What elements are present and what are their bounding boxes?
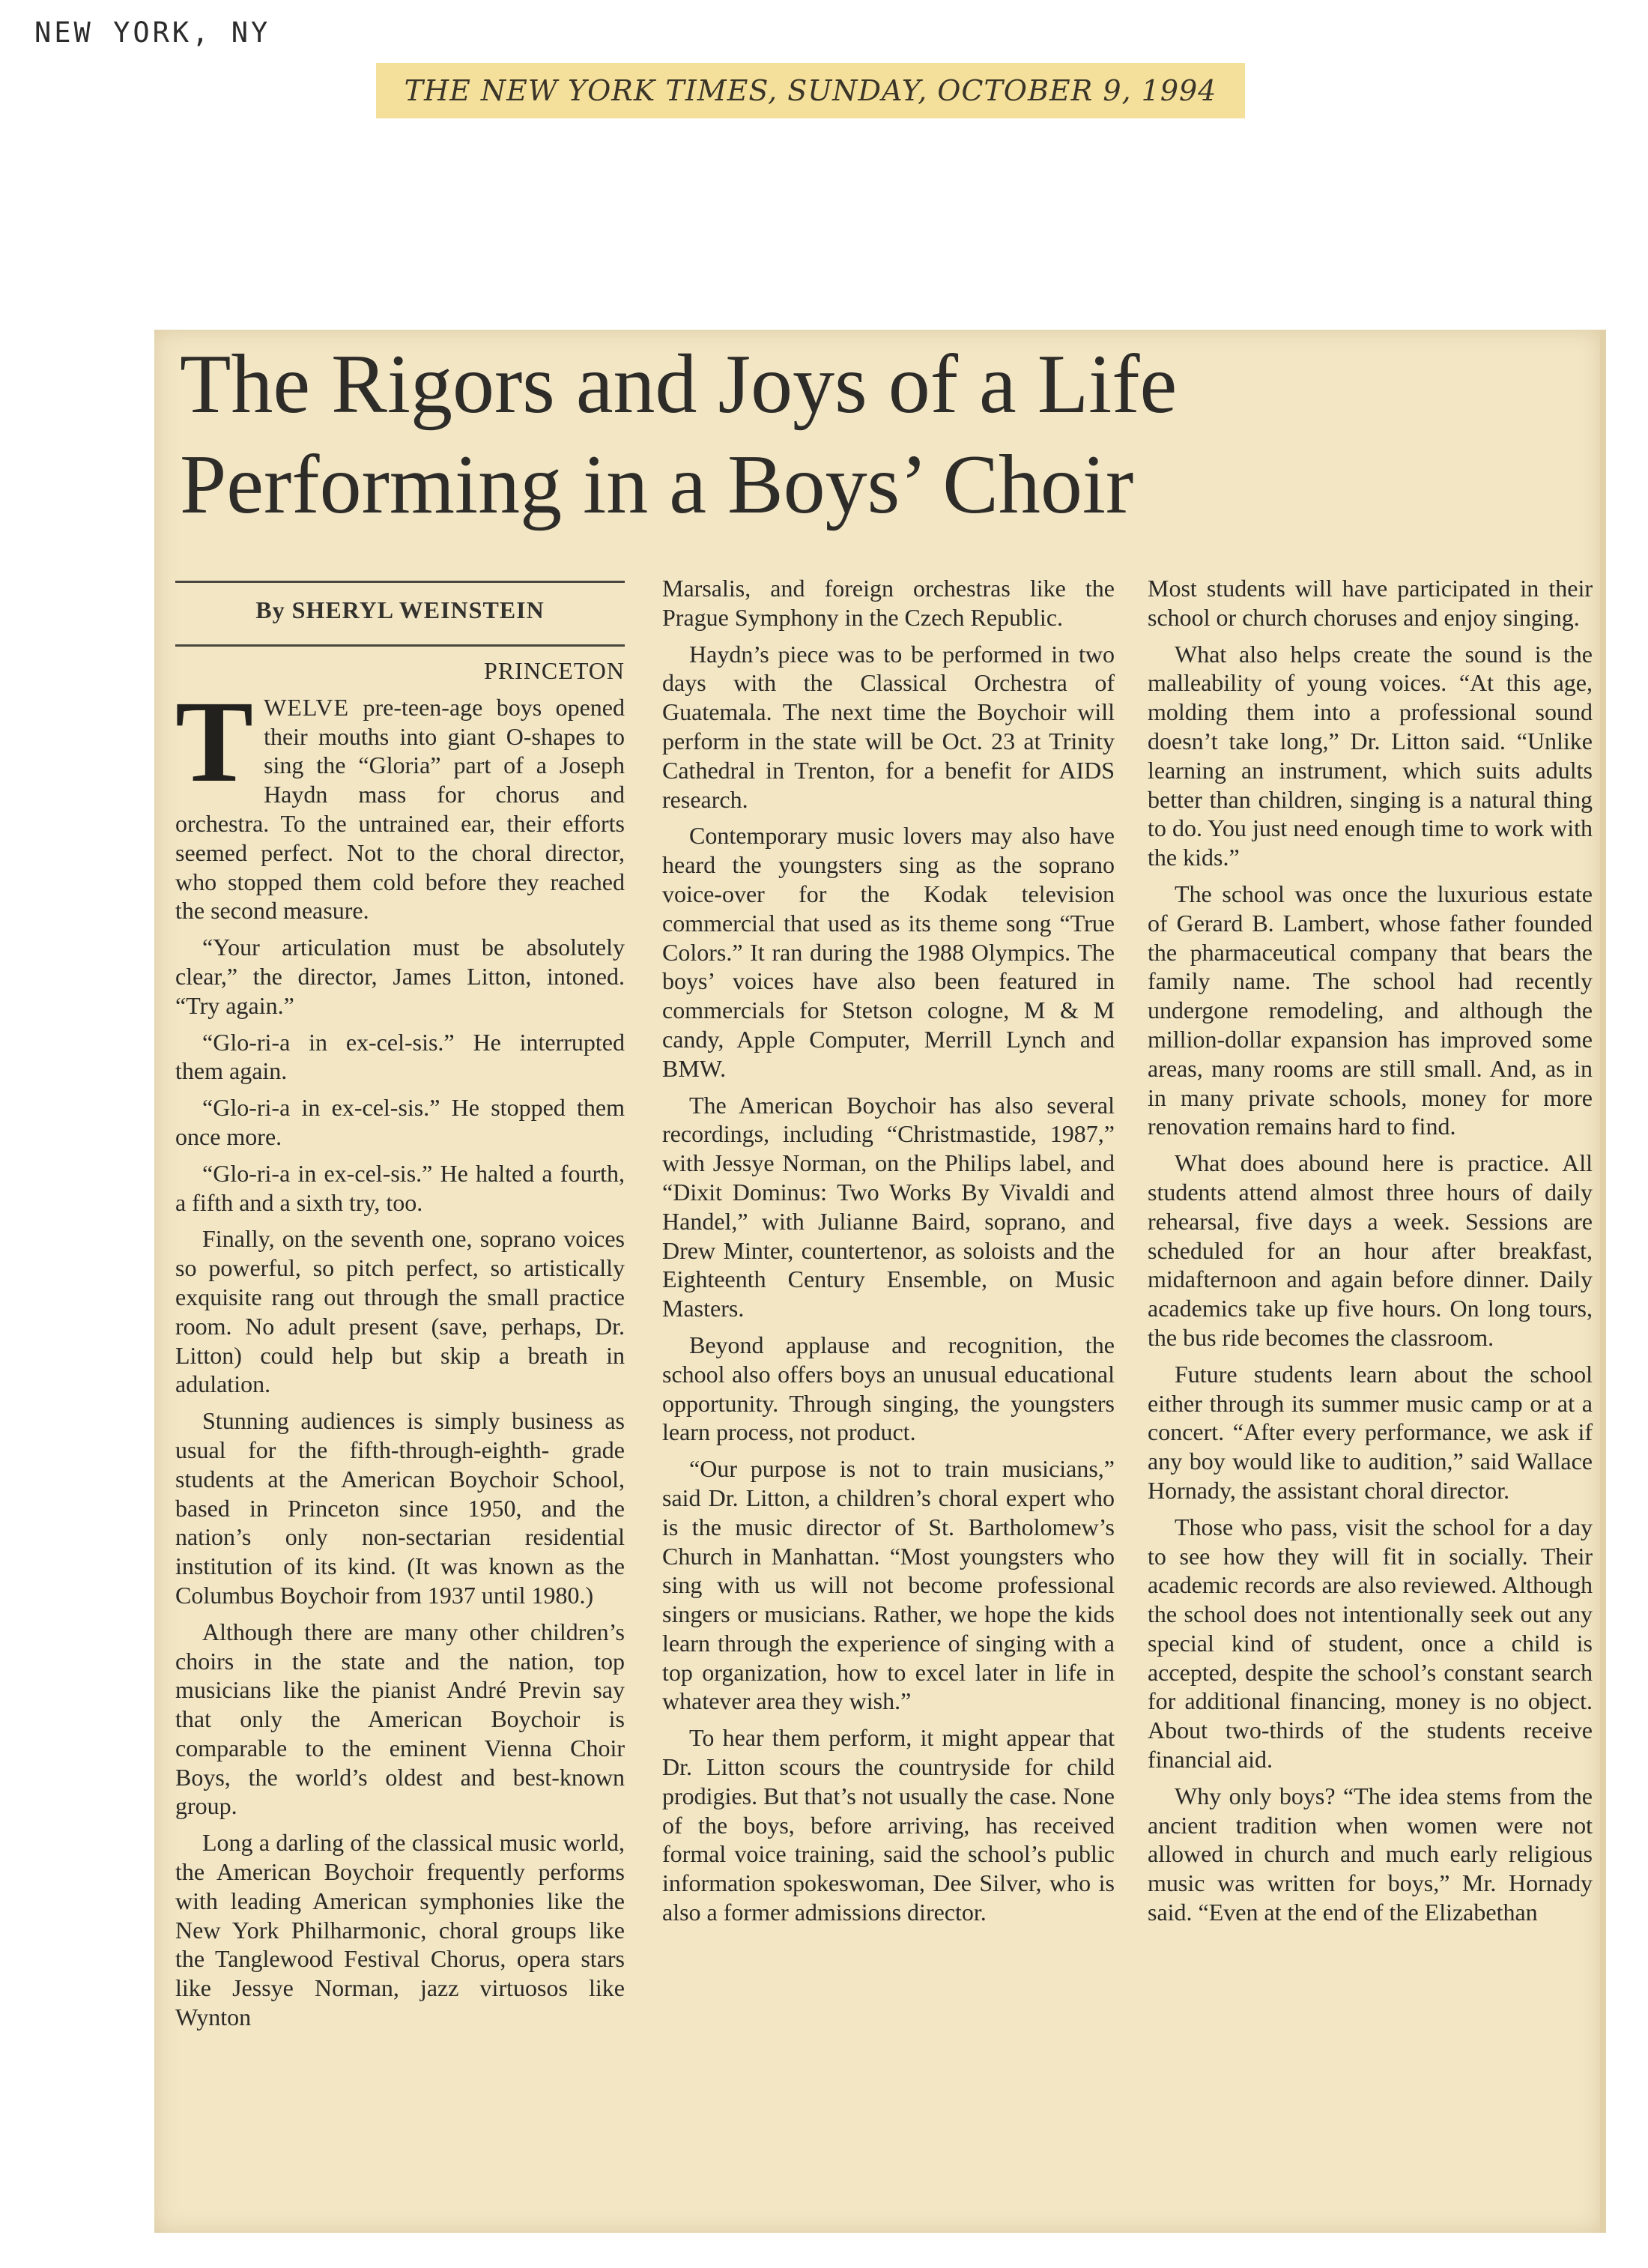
dateline-place: PRINCETON	[484, 657, 625, 684]
drop-cap: T	[175, 676, 254, 806]
paragraph: Long a darling of the classical music world, the American Boychoir frequently performs with leading American symphonies like the New York Philharmonic, choral groups like the Tanglewood Festival Chorus, opera stars like Jessye Norman, jazz virtuosos like Wynton	[175, 1829, 625, 2031]
paragraph: “Glo-ri-a in ex-cel-sis.” He halted a fourth, a fifth and a sixth try, too.	[175, 1159, 625, 1216]
paragraph: “Glo-ri-a in ex-cel-sis.” He interrupted them again.	[175, 1028, 625, 1085]
location-stamp: NEW YORK, NY	[34, 16, 271, 49]
paragraph	[175, 676, 625, 925]
byline-rule-bottom	[175, 644, 625, 647]
paragraph: To hear them perform, it might appear that Dr. Litton scours the countryside for child prodigies. But that’s not usually the case. None of the boys, before arriving, has received formal voice training, said the school’s public information spokeswoman, Dee Silver, who is also a former admissions director.	[662, 1724, 1115, 1926]
byline-rule-top	[175, 581, 625, 583]
lead-word: WELVE	[264, 693, 350, 721]
paragraph: What also helps create the sound is the malleability of young voices. “At this age, molding them into a professional sound doesn’t take long,” Dr. Litton said. “Unlike learning an instrument, which suits adults better than children, singing is a natural thing to do. You just need enough time to work with the kids.”	[1148, 640, 1593, 871]
article-headline	[180, 334, 1453, 535]
paragraph: The school was once the luxurious estate of Gerard B. Lambert, whose father founded the pharmaceutical company that bears the family name. The school had recently undergone remodeling, and although the million-dollar expansion has improved some areas, many rooms are still small. And, as in in many private schools, money for more renovation remains hard to find.	[1148, 880, 1593, 1140]
byline: By SHERYL WEINSTEIN	[255, 596, 545, 623]
paragraph: The American Boychoir has also several recordings, including “Christmastide, 1987,” with Jessye Norman, on the Philips label, and “Dixit Dominus: Two Works By Vivaldi and Handel,” with Julianne Baird, soprano, and Drew Minter, countertenor, as soloists and the Eighteenth Century Ensemble, on Music Masters.	[662, 1091, 1115, 1322]
paragraph: Marsalis, and foreign orchestras like the Prague Symphony in the Czech Republic.	[662, 575, 1115, 631]
paragraph: Those who pass, visit the school for a day to see how they will fit in socially. Their academic records are also reviewed. Although the school does not intentionally seek out any special kind of student, once a child is accepted, despite the school’s constant search for additional financing, money is no object. About two-thirds of the students receive financial aid.	[1148, 1513, 1593, 1773]
paragraph: Future students learn about the school either through its summer music camp or at a concert. “After every performance, we ask if any boy would like to audition,” said Wallace Hornady, the assistant choral director.	[1148, 1360, 1593, 1504]
paragraph: What does abound here is practice. All students attend almost three hours of daily rehearsal, five days a week. Sessions are scheduled for an hour after breakfast, midafternoon and again before dinner. Daily academics take up five hours. On long tours, the bus ride becomes the classroom.	[1148, 1149, 1593, 1351]
paragraph-text: pre-teen-age boys opened their mouths into giant O-shapes to sing the “Gloria” part of a Joseph Haydn mass for chorus and orchestra. To the untrained ear, their efforts seemed perfect. Not to the choral director, who stopped them cold before they reached the second measure.	[175, 693, 625, 925]
article-column-3	[1148, 574, 1593, 1935]
paragraph: Finally, on the seventh one, soprano voices so powerful, so pitch perfect, so artistically exquisite rang out through the small practice room. No adult present (save, perhaps, Dr. Litton) could help but skip a breath in adulation.	[175, 1225, 625, 1398]
paragraph: “Glo-ri-a in ex-cel-sis.” He stopped them once more.	[175, 1094, 625, 1150]
article-column-2	[662, 574, 1115, 1935]
paragraph: Haydn’s piece was to be performed in two days with the Classical Orchestra of Guatemala. The next time the Boychoir will perform in the state will be Oct. 23 at Trinity Cathedral in Trenton, for a benefit for AIDS research.	[662, 640, 1115, 813]
paragraph: Beyond applause and recognition, the school also offers boys an unusual educational opportunity. Through singing, the youngsters learn process, not product.	[662, 1331, 1115, 1446]
paragraph: Why only boys? “The idea stems from the ancient tradition when women were not allowed in church and much early religious music was written for boys,” Mr. Hornady said. “Even at the end of the Elizabethan	[1148, 1782, 1593, 1926]
paragraph: Stunning audiences is simply business as usual for the fifth-through-eighth- grade students at the American Boychoir School, based in Princeton since 1950, and the nation’s only non-sectarian residential institution of its kind. (It was known as the Columbus Boychoir from 1937 until 1980.)	[175, 1407, 625, 1609]
paragraph: “Our purpose is not to train musicians,” said Dr. Litton, a children’s choral expert who is the music director of St. Bartholomew’s Church in Manhattan. “Most youngsters who sing with us will not become professional singers or musicians. Rather, we hope the kids learn through the experience of singing with a top organization, how to excel later in life in whatever area they wish.”	[662, 1455, 1115, 1715]
newspaper-dateline: THE NEW YORK TIMES, SUNDAY, OCTOBER 9, 1994	[376, 63, 1245, 118]
paragraph: Contemporary music lovers may also have heard the youngsters sing as the soprano voice-over for the Kodak television commercial that used as its theme song “True Colors.” It ran during the 1988 Olympics. The boys’ voices have also been featured in commercials for Stetson cologne, M & M candy, Apple Computer, Merrill Lynch and BMW.	[662, 822, 1115, 1082]
paragraph: “Your articulation must be absolutely clear,” the director, James Litton, intoned. “Try again.”	[175, 934, 625, 1019]
article-column-1	[175, 656, 625, 2039]
headline-line-2: Performing in a Boys’ Choir	[180, 438, 1134, 531]
paragraph: Although there are many other children’s choirs in the state and the nation, top musicians like the pianist André Previn say that only the American Boychoir is comparable to the eminent Vienna Choir Boys, the world’s oldest and best-known group.	[175, 1618, 625, 1820]
headline-line-1: The Rigors and Joys of a Life	[180, 338, 1178, 431]
paragraph: Most students will have participated in their school or church choruses and enjoy singing.	[1148, 575, 1593, 631]
